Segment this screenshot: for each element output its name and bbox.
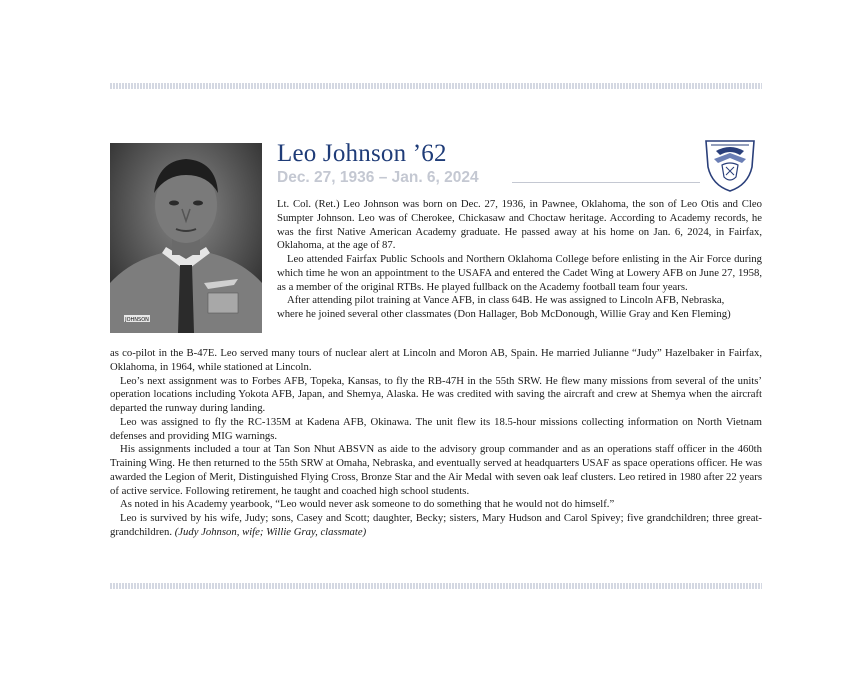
page-title: Leo Johnson ’62	[277, 140, 447, 167]
paragraph-2: Leo attended Fairfax Public Schools and Northern Oklahoma College before enlisting in the Air Force during which time he won an appointment to the USAFA and entered the Cadet Wing at Lowery AFB on June 27, 1958, as a member of the original RTBs. He played fullback on the Academy football team four years.	[277, 253, 762, 293]
portrait-photo	[110, 143, 262, 333]
paragraph-4: Leo’s next assignment was to Forbes AFB, Topeka, Kansas, to fly the RB-47H in the 55th SRW. He flew many missions from several of the units’ operation locations including Yokota AFB, Japan, and Shemya, Alaska. He was credited with saving the aircraft and crew at Shemya when the aircraft departed the runway during landing.	[110, 374, 762, 414]
paragraph-5: Leo was assigned to fly the RC-135M at Kadena AFB, Okinawa. The unit flew its 18.5-hour missions collecting information on North Vietnam defenses and providing MIG warnings.	[110, 415, 762, 442]
life-dates: Dec. 27, 1936 – Jan. 6, 2024	[277, 169, 479, 186]
paragraph-3-continued: as co-pilot in the B-47E. Leo served many tours of nuclear alert at Lincoln and Moron AB, Spain. He married Julianne “Judy” Hazelbaker in Fairfax, Oklahoma, in 1964, while stationed at Lincoln.	[110, 347, 762, 373]
bottom-divider	[110, 583, 762, 589]
paragraph-6: His assignments included a tour at Tan Son Nhut ABSVN as aide to the advisory group commander and as an operations staff officer in the 460th Training Wing. He then returned to the 55th SRW at Omaha, Nebraska, and eventually served at headquarters USAF as space operations officer. He was awarded the Legion of Merit, Distinguished Flying Cross, Bronze Star and the Air Medal with seven oak leaf clusters. Leo retired in 1980 after 22 years of active service. Following retirement, he taught and coached high school students.	[110, 443, 762, 497]
academy-crest-icon	[702, 137, 758, 193]
obituary-intro	[277, 198, 762, 322]
paragraph-3-line-2: where he joined several other classmates (Don Hallager, Bob McDonough, Willie Gray and Ken Fleming)	[277, 308, 731, 320]
obituary-body	[110, 347, 762, 540]
survivors-text: Leo is survived by his wife, Judy; sons, Casey and Scott; daughter, Becky; sisters, Mary Hudson and Carol Spivey; five grandchildren; three great-grandchildren.	[110, 512, 762, 538]
paragraph-3-line-1: After attending pilot training at Vance AFB, in class 64B. He was assigned to Lincoln AFB, Nebraska,	[287, 294, 725, 307]
nameplate-text: JOHNSON	[125, 317, 149, 323]
author-signature: (Judy Johnson, wife; Willie Gray, classmate)	[174, 525, 367, 538]
paragraph-8	[110, 512, 762, 540]
paragraph-7: As noted in his Academy yearbook, “Leo would never ask someone to do something that he would not do himself.”	[120, 498, 615, 511]
dates-underline	[512, 182, 700, 183]
paragraph-1: Lt. Col. (Ret.) Leo Johnson was born on Dec. 27, 1936, in Pawnee, Oklahoma, the son of Leo Otis and Cleo Sumpter Johnson. Leo was of Cherokee, Chickasaw and Choctaw heritage. According to Academy records, he was the first Native American Academy graduate. He passed away at his home on Jan. 6, 2024, in Fairfax, Oklahoma, at the age of 87.	[277, 198, 762, 252]
top-divider	[110, 83, 762, 89]
